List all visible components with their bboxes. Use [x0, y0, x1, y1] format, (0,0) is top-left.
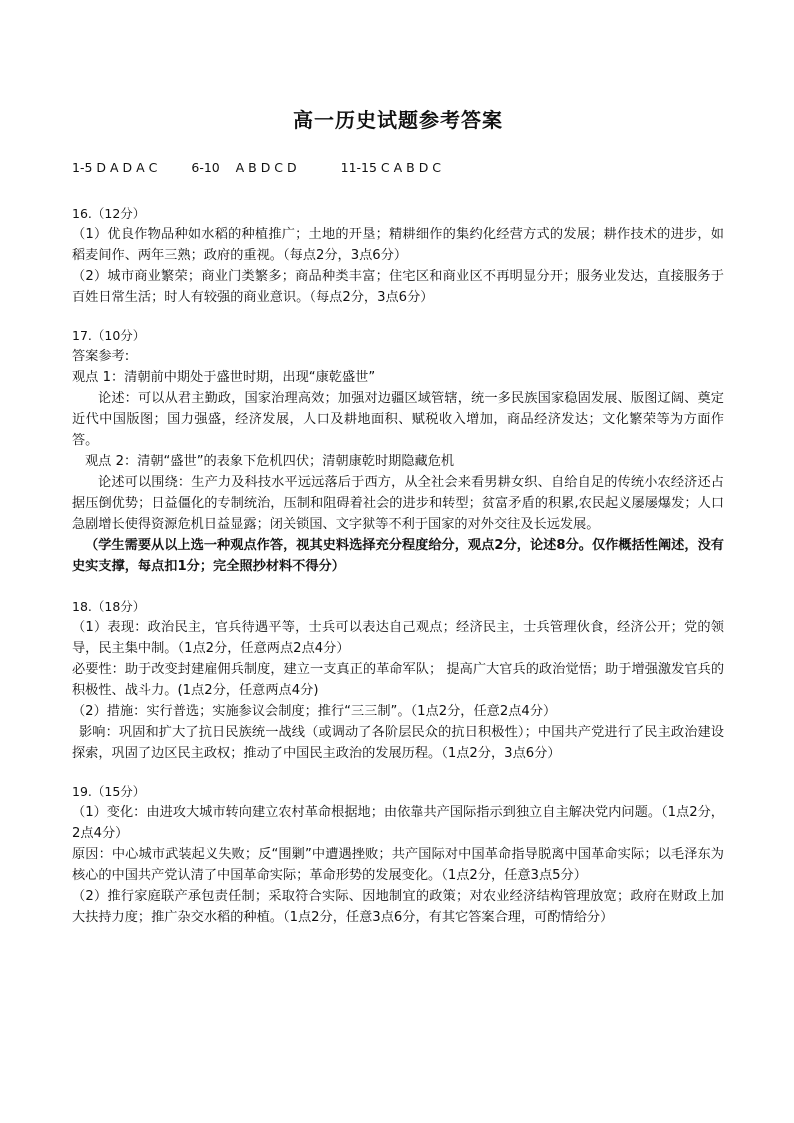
- question-16-part-1: （1）优良作物品种如水稻的种植推广；土地的开垦；精耕细作的集约化经营方式的发展；耕作技术的进步，如稻麦间作、两年三熟；政府的重视。（每点2分，3点6分）: [72, 227, 724, 263]
- question-18-part-1: （1）表现：政治民主，官兵待遇平等，士兵可以表达自己观点；经济民主，士兵管理伙食，经济公开；党的领导，民主集中制。（1点2分，任意两点2点4分）: [72, 620, 724, 656]
- question-17: [72, 325, 724, 577]
- question-16: [72, 203, 724, 308]
- question-17-view-1: 观点 1：清朝前中期处于盛世时期，出现“康乾盛世”: [72, 370, 376, 385]
- question-18-impact: 影响：巩固和扩大了抗日民族统一战线（或调动了各阶层民众的抗日积极性）；中国共产党进行了民主政治建设探索，巩固了边区民主政权；推动了中国民主政治的发展历程。（1点2分，3点6分）: [72, 725, 724, 761]
- question-18: [72, 596, 724, 764]
- question-18-heading: 18.（18分）: [72, 599, 146, 614]
- question-19-heading: 19.（15分）: [72, 784, 146, 799]
- question-16-part-2: （2）城市商业繁荣；商业门类繁多；商品种类丰富；住宅区和商业区不再明显分开；服务业发达，直接服务于百姓日常生活；时人有较强的商业意识。（每点2分，3点6分）: [72, 269, 724, 305]
- choice-answers: [72, 160, 441, 175]
- page-title: 高一历史试题参考答案: [293, 108, 503, 132]
- question-18-part-2: （2）措施：实行普选；实施参议会制度；推行“三三制”。（1点2分，任意2点4分）: [72, 704, 557, 719]
- question-19-part-2: （2）推行家庭联产承包责任制；采取符合实际、因地制宜的政策；对农业经济结构管理放宽；政府在财政上加大扶持力度；推广杂交水稻的种植。（1点2分，任意3点6分，有其它答案合理，可酌情给分）: [72, 889, 724, 925]
- question-16-heading: 16.（12分）: [72, 206, 146, 221]
- question-17-view-2: 观点 2：清朝“盛世”的表象下危机四伏；清朝康乾时期隐藏危机: [85, 454, 455, 469]
- question-19-reasons: 原因：中心城市武装起义失败；反“围剿”中遭遇挫败；共产国际对中国革命指导脱离中国革命实际；以毛泽东为核心的中国共产党认清了中国革命实际；革命形势的发展变化。（1点2分，任意3点5分）: [72, 847, 724, 883]
- choice-answers-1-5: 1-5 D A D A C: [72, 160, 158, 175]
- question-17-heading: 17.（10分）: [72, 328, 146, 343]
- question-17-reference-label: 答案参考:: [72, 349, 130, 364]
- question-19: [72, 781, 724, 928]
- question-17-argument-2: 论述可以围绕：生产力及科技水平远远落后于西方，从全社会来看男耕女织、自给自足的传统小农经济还占据压倒优势；日益僵化的专制统治，压制和阻碍着社会的进步和转型；贫富矛盾的积累,农民起义屡屡爆发；人口急剧增长使得资源危机日益显露；闭关锁国、文字狱等不利于国家的对外交往及长远发展。: [72, 475, 724, 532]
- question-17-argument-1: 论述：可以从君主勤政，国家治理高效；加强对边疆区域管辖，统一多民族国家稳固发展、版图辽阔、奠定近代中国版图；国力强盛，经济发展，人口及耕地面积、赋税收入增加，商品经济发达；文化繁荣等为方面作答。: [72, 391, 724, 448]
- question-19-part-1: （1）变化：由进攻大城市转向建立农村革命根据地；由依靠共产国际指示到独立自主解决党内问题。（1点2分，2点4分）: [72, 805, 724, 841]
- choice-answers-6-10: 6-10 A B D C D: [191, 160, 297, 175]
- question-18-necessity: 必要性：助于改变封建雇佣兵制度，建立一支真正的革命军队； 提高广大官兵的政治觉悟；助于增强激发官兵的积极性、战斗力。(1点2分，任意两点4分): [72, 662, 724, 698]
- choice-answers-11-15: 11-15 C A B D C: [340, 160, 442, 175]
- question-17-scoring-note: （学生需要从以上选一种观点作答，视其史料选择充分程度给分，观点2分，论述8分。仅作概括性阐述，没有史实支撑，每点扣1分；完全照抄材料不得分）: [72, 538, 724, 574]
